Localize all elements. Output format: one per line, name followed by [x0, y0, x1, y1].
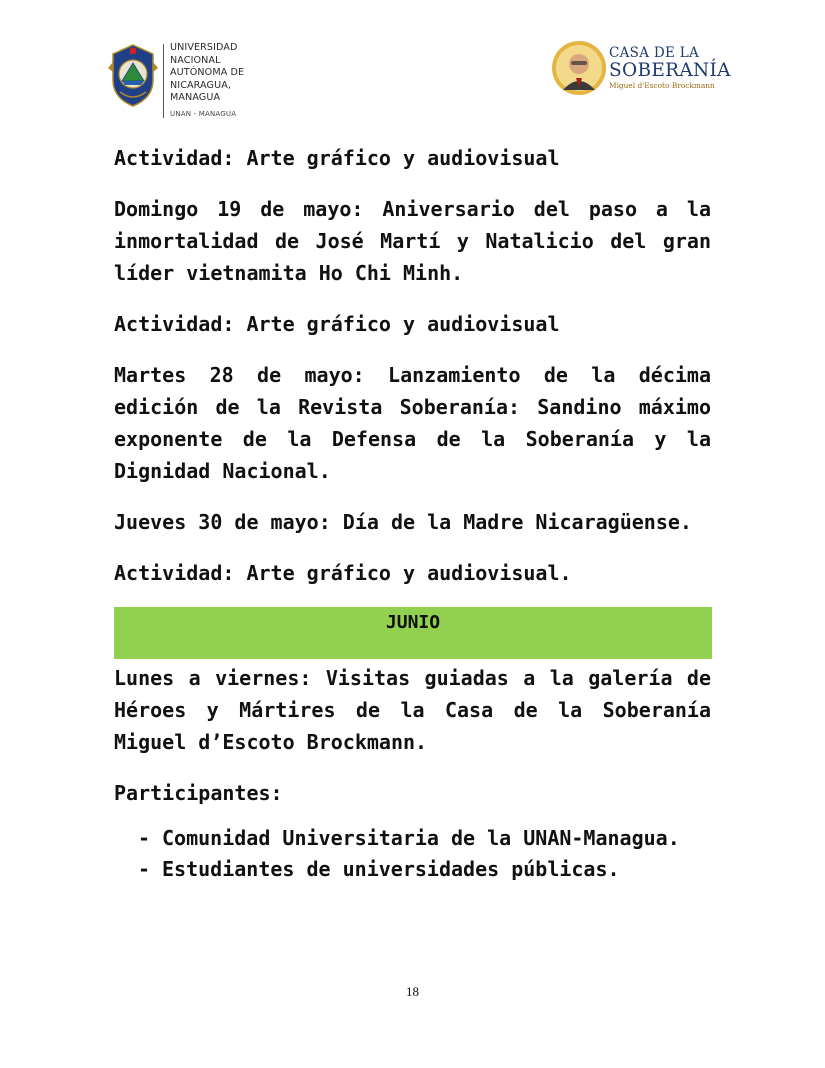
- unan-logo-divider: [163, 44, 164, 118]
- list-item-text: Comunidad Universitaria de la UNAN-Managua.: [162, 826, 680, 850]
- unan-seal-icon: [108, 42, 158, 108]
- participants-list: [114, 823, 711, 885]
- list-item-text: Estudiantes de universidades públicas.: [162, 857, 620, 881]
- unan-name-line: NACIONAL: [170, 54, 221, 66]
- unan-abbreviation: UNAN - MANAGUA: [170, 110, 237, 118]
- casa-soberania-name: [609, 46, 731, 91]
- page-header: [0, 40, 825, 130]
- dash-bullet: -: [138, 826, 151, 850]
- casa-subtitle: Miguel d'Escoto Brockmann: [609, 81, 715, 90]
- activity-paragraph: Actividad: Arte gráfico y audiovisual.: [114, 561, 572, 585]
- list-item: [114, 823, 711, 854]
- event-paragraph: Jueves 30 de mayo: Día de la Madre Nicaragüense.: [114, 510, 692, 534]
- unan-managua-logo: [108, 40, 268, 122]
- page-number: 18: [406, 984, 419, 999]
- month-section-header: [114, 607, 712, 659]
- unan-name-line: AUTÓNOMA DE: [170, 67, 245, 79]
- event-paragraph: Martes 28 de mayo: Lanzamiento de la décima edición de la Revista Soberanía: Sandino máximo exponente de la Defensa de la Soberanía y la Dignidad Nacional.: [114, 363, 711, 483]
- dash-bullet: -: [138, 857, 151, 881]
- unan-name-line: MANAGUA: [170, 92, 221, 104]
- casa-title-line: CASA DE LA: [609, 45, 700, 61]
- month-title: JUNIO: [385, 612, 441, 633]
- unan-name-line: NICARAGUA,: [170, 79, 232, 91]
- participants-heading: Participantes:: [114, 781, 283, 805]
- document-body: [114, 142, 711, 885]
- casa-title-main: SOBERANÍA: [609, 60, 731, 81]
- unan-name-line: UNIVERSIDAD: [170, 42, 238, 53]
- event-paragraph: Lunes a viernes: Visitas guiadas a la galería de Héroes y Mártires de la Casa de la Soberanía Miguel d’Escoto Brockmann.: [114, 666, 711, 754]
- list-item: [114, 854, 711, 885]
- portrait-medallion-icon: [551, 40, 607, 96]
- activity-paragraph: Actividad: Arte gráfico y audiovisual: [114, 146, 560, 170]
- event-paragraph: Domingo 19 de mayo: Aniversario del paso a la inmortalidad de José Martí y Natalicio del gran líder vietnamita Ho Chi Minh.: [114, 197, 711, 285]
- casa-soberania-logo: [551, 40, 731, 100]
- activity-paragraph: Actividad: Arte gráfico y audiovisual: [114, 312, 560, 336]
- unan-name: [170, 42, 244, 105]
